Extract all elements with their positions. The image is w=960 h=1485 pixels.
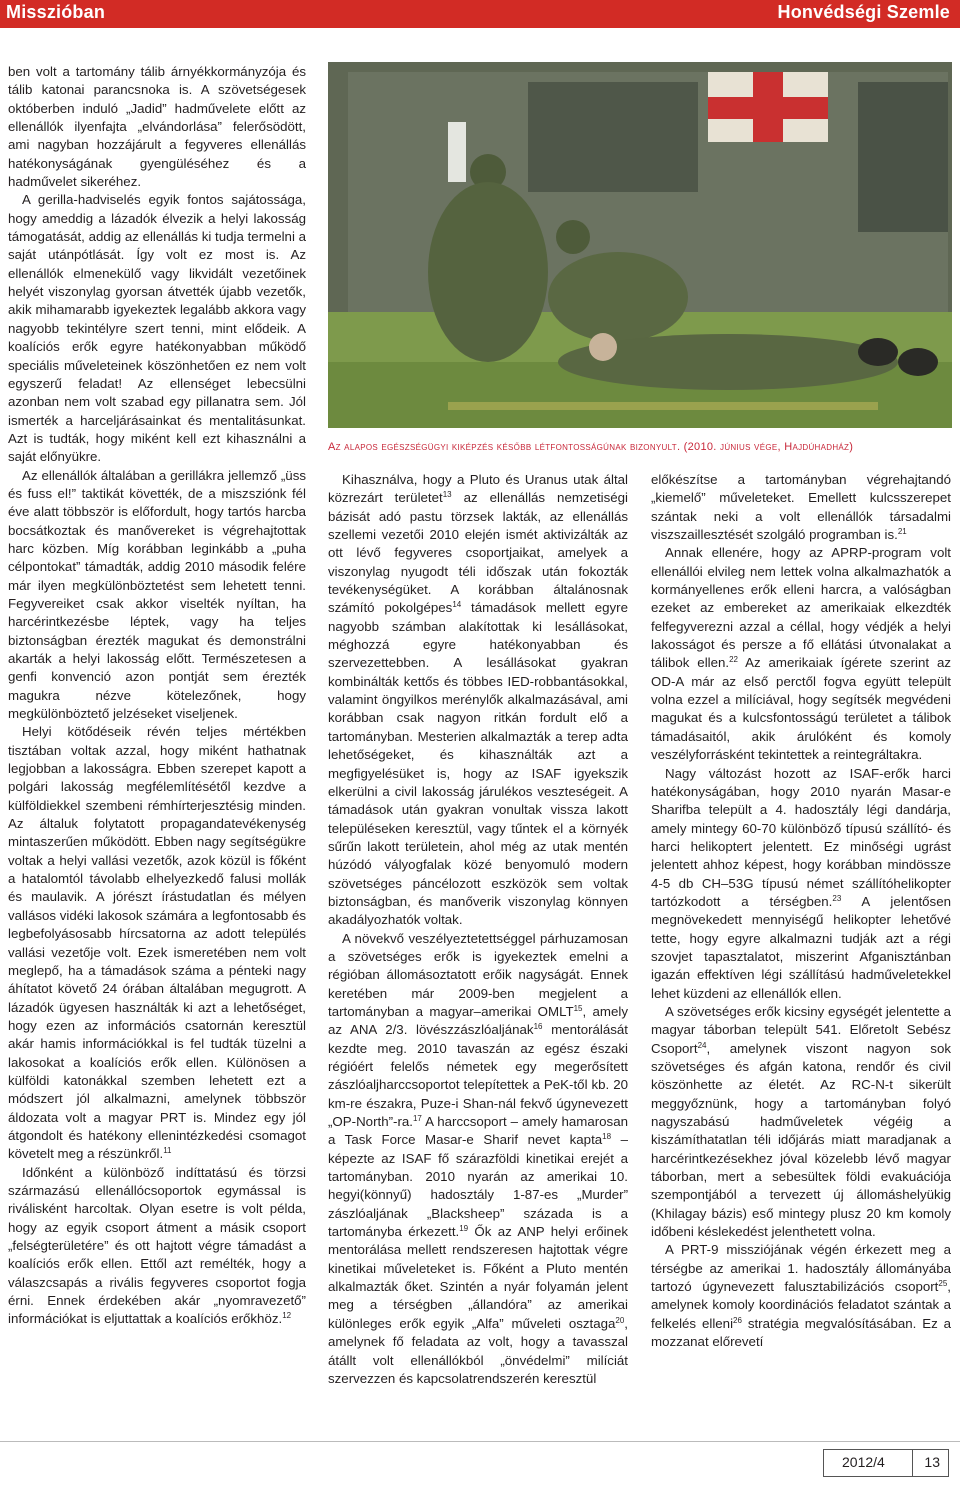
page-number: 13 [924,1454,940,1470]
journal-title: Honvédségi Szemle [777,2,950,22]
section-title: Misszióban [6,2,106,22]
footer-divider [0,1441,960,1442]
text-column-middle: Kihasználva, hogy a Pluto és Uranus utak által közrezárt területet$^{13}$ az ellenállás nemzetiségi bázisát adó pastu törzsek lakták, az ellenállás szellemi vezetői 2010 elején ismét aktivizálták az ott lévő fegyveres csoportjaikat, amelyek a viszonylag nyugodt téli időszak után fokozták tevékenységüket. A korábban általánosnak számító pokolgépes$^{14}$ támadások mellett egyre nagyobb számban alakítottak ki lesállásokat, méghozzá egyre hatékonyabban és szervezettebben. A lesállásokat gyakran kombinálták kettős és többes IED-robbantásokkal, valamint öngyilkos merénylők alkalmazásával, ami korábban csak nagyon ritkán fordult elő a tartományban. Mesterien alkalmazták a terep adta lehetőségeket, és kihasználták azt a megfigyelésüket is, hogy az ISAF igyekszik elkerülni a civil lakosság járulékos veszteségeit. A támadások után gyakran vonultak vissza lakott településeken keresztül, vagy tűntek el a környék sűrűn lakott területein, ahol még az utak mentén húzódó vályogfalak közé benyomuló modern szövetséges páncélozott eszközök sem voltak biztonságban, és manőverik viszonylag könnyen akadályozhatók voltak. A növekvő veszélyeztetettséggel párhuzamosan a szövetséges erők is igyekeztek emelni a régióban állomásoztatott erőik nagyságát. Ennek keretében már 2009-ben megjelent a tartományban a magyar–amerikai OMLT$^{15}$, amely az ANA 2/3. lövészzászlóaljának$^{16}$ mentorálását kezdte meg. 2010 tavaszán az egész északi régióért felelős németek egy megerősített zászlóaljharccsoportot telepítettek a PeK-től kb. 20 km-re északra, Puze-i Shan-nál fekvő úgynevezett „OP-North”-ra.$^{17}$ A harccsoport – amely hamarosan a Task Force Masar-e Sharif nevet kapta$^{18}$ – képezte az ISAF fő szárazföldi kinetikai erejét a tartományban. 2010 nyarán az amerikai 10. hegyi(könnyű) hadosztály 1-87-es „Murder” zászlóaljának „Blacksheep” százada is a tartományba érkezett.$^{19}$ Ők az ANP helyi erőinek mentorálása mellett rendszeresen hajtottak végre kinetikai műveleteket is. Főként a Pluto mentén alkalmazták őket. Szintén a nyár folyamán jelent meg a térségben „állandóra” az amerikai különleges erők egyik „Alfa” műveleti osztaga$^{20}$, amelynek fő feladata az volt, hogy a tavasszal átállt volt ellenállókból „önvédelmi” milíciát szervezzen és kapcsolatrendszerén keresztül [328,472,628,1386]
footer-separator [912,1450,913,1476]
issue-number: 2012/4 [842,1454,885,1470]
photo-illustration [328,62,952,428]
text-column-left: ben volt a tartomány tálib árnyékkormányzója és tálib katonai parancsnoka is. A szövetségesek októberben induló „Jadid” hadművelete előtt az ellenállók ilyenfajta „elvándorlása” felerősödött, ami nagyban hozzájárult a fegyveres ellenállás hatékonyságának gyengüléséhez és a hadművelet sikeréhez. A gerilla-hadviselés egyik fontos sajátossága, hogy ameddig a lázadók élvezik a helyi lakosság támogatását, addig az ellenállás ki tudja termelni a saját utánpótlását. Így volt ez most is. Az ellenállók elmenekülő vagy likvidált vezetőinek helyét viszonylag gyorsan átvették újabb vezetők, akik mihamarabb igyekeztek legalább akkora vagy nagyobb tekintélyre szert tenni, mint elődeik. A koalíciós erők egyre hatékonyabban működő speciális műveleteinek köszönhetően ez nem volt egyszerű feladat! Az ellenséget lebecsülni azonban nem volt szabad egy pillanatra sem. Jól ismerték a harceljárásainkat és mentalitásunkat. Azt is tudták, hogy miként kell ezt kihasználni a saját előnyükre. Az ellenállók általában a gerillákra jellemző „üss és fuss el!” taktikát követték, de a miszsziónk fél éve alatt többször is előfordult, hogy tartós harcba bocsátkoztak és manővereket is végrehajtottak harc közben. Míg korábban leginkább a „puha célpontokat” támadták, addig 2010 második felére már ilyen megkülönböztetést sem lehetett tenni. Fegyvereiket csak akkor viselték nyíltan, ha harcérintkezésbe léptek, vagy ha teljes biztonságban érezték magukat és demonstrálni akarták a helyi lakosság előtt. Természetesen a genfi konvenció azon pontját sem érezték magukra nézve kötelezőnek, hogy megkülönböztető jelzéseket viseljenek. Helyi kötődéseik révén teljes mértékben tisztában voltak azzal, hogy miként hathatnak legjobban a lakosságra. Ebben szerepet kapott a polgári lakosság megfélemlítésétől kezdve a külföldiekkel szembeni rémhírterjesztésig minden. Az általuk folytatott propagandatevékenység mintaszerűen működött. Ebben nagy segítségükre voltak a helyi vallási vezetők, azok közül is főként a hatalomtól távolabb elhelyezkedő falusi mollák és maulavik. A jórészt írástudatlan és mélyen vallásos vidéki lakosok számára a legfontosabb és legbefolyásosabb hírcsatorna az adott település vallási vezetője volt. Ezek ismeretében nem volt meglepő, ha a támadások száma a pénteki nagy áhítatot követő 24 órában általában megugrott. A lázadók ügyesen használták ki azt a lehetőséget, hogy ezen az információs csatornán keresztül akár hamis információkkal is fel tudták tüzelni a lakosokat a koalíciós erők ellen. Különösen a külföldi katonákkal szemben lehetett ezt a módszert jól alkalmazni, amelynek többször áldozata volt a magyar PRT is. Mindez egy jól átgondolt és hatékony ellenintézkedési csomagot követelt meg a részünkről.$^{11}$ Időnként a különböző indíttatású és törzsi származású ellenállócsoportok egymással is riválisként harcoltak. Olyan esetre is volt példa, hogy az egyik csoport átment a másik csoport „felségterületére” és ott hajtott végre támadást a koalíciós erők ellen. Ettől azt remélték, hogy a válaszcsapás a rivális fegyveres csoportot fogja érni. Ennek érdekében akár „nyomravezető” információkat is eljuttattak a koalíciós erőkhöz.$^{12}$ [8,64,306,1327]
page-header [0,0,960,28]
text-column-right: előkészítse a tartományban végrehajtandó „kiemelő” műveleteket. Emellett kulcsszerepet szántak neki a volt ellenállók társadalmi viszszaillesztését szolgáló programban is.$^{21}$ Annak ellenére, hogy az APRP-program volt ellenállói elvileg nem lettek volna alkalmazhatók a kormányellenes erők elleni harcra, a valóságban ezeket az embereket az amerikaiak elkezdték felfegyverezni azzal a céllal, hogy védjék a helyi lakosságot és persze a fő ellátási útvonalakat a tálibok ellen.$^{22}$ Az amerikaiak ígérete szerint az OD-A már az első perctől fogva együtt települt volna ezzel a milíciával, hogy segítsék megvédeni magukat és a kulcsfontosságú területet a tálibok támadásaitól, akik árulóként és komoly veszélyforrásként tekintettek a reintegráltakra. Nagy változást hozott az ISAF-erők harci hatékonyságában, hogy 2010 nyarán Masar-e Sharifba települt a 4. hadosztály légi dandárja, amely mintegy 60-70 különböző típusú szállító- és harci helikoptert jelentett. Ez minőségi ugrást jelentett ahhoz képest, hogy korábban mindössze 4-5 db CH–53G típusú német szállítóhelikopter tartózkodott a térségben.$^{23}$ A jelentősen megnövekedett mennyiségű helikopter lehetővé tette, hogy egyre alkalmazni tudják azt a régi szovjet tapasztalatot, miszerint Afganisztánban igazán effektíven légi szállítású hadműveletekkel lehet küzdeni az ellenállók ellen. A szövetséges erők kicsiny egységét jelentette a magyar táborban települt 541. Előretolt Sebész Csoport$^{24}$, amelynek viszont nagyon sok szövetséges és afgán katona, rendőr és civil köszönhette az életét. Az RC-N-t sikerült meggyőznünk, hogy a tartományban folyó nagyszabású hadműveletek végéig a kiszámíthatatlan téli időjárás miatt maradjanak a harcérintkezésekhez jóval közelebb lévő magyar táborban, mert a sebesültek földi evakuációja szempontjából a tervezett új állomáshelyükig (Khilagay bázis) eső mintegy plusz 20 km komoly időbeni késlekedést jelenthetett volna. A PRT-9 missziójának végén érkezett meg a térségbe az amerikai 1. hadosztály állományába tartozó úgynevezett falusztabilizációs csoport$^{25}$, amelynek komoly koordinációs feladatot szántak a felkelés elleni$^{26}$ stratégia megvalósításában. Ez a mozzanat előrevetí [651,472,951,1350]
photo-medical-training [328,62,952,428]
page-footer [823,1449,949,1477]
photo-caption: Az alapos egészségügyi kiképzés később létfontosságúnak bizonyult. (2010. június vége, Hajdúhadház) [328,441,854,453]
